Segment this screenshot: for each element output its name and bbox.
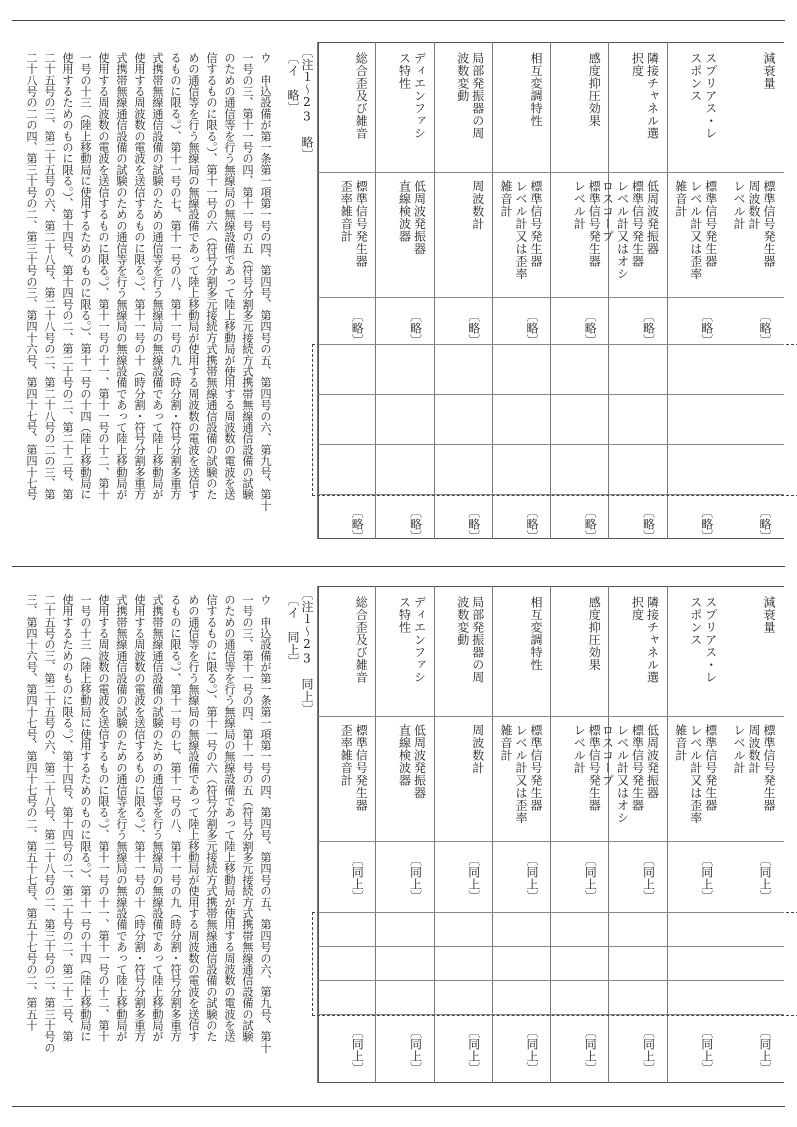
item-name: 相互変調特性	[529, 596, 543, 671]
item-name: 総合歪及び雑音	[354, 596, 369, 684]
omitted-mark: 〔同上〕	[525, 1026, 539, 1074]
omitted-mark: 〔略〕	[758, 506, 772, 542]
omitted-mark: 〔同上〕	[466, 854, 481, 902]
note-line: 一号の十三（陸上移動局に使用するためのものに限る。）、第十一号の十四（陸上移動局に	[79, 52, 92, 500]
row-separator	[318, 841, 784, 842]
instrument-name: 低周波発振器 直線検波器	[397, 180, 427, 255]
item-name: 減衰量	[762, 596, 776, 634]
omitted-mark: 〔略〕	[699, 506, 714, 542]
item-name: 総合歪及び雑音	[354, 52, 369, 140]
omitted-mark: 〔同上〕	[466, 1026, 481, 1074]
omitted-mark: 〔略〕	[583, 506, 598, 542]
note-line: 使用するためのものに限る。）、第十四号、第十四号の二、第二十号の二、第二十二号、第	[61, 594, 74, 1042]
note-line: 使用する周波数の電波を送信するものに限る。）、第十一号の十（時分割・符号分割多重方	[133, 52, 146, 500]
omitted-mark: 〔同上〕	[350, 854, 365, 902]
note-sub: 〔イ 略〕	[286, 52, 300, 114]
instrument-name: 標準信号発生器 レベル計又は歪率 雑音計	[499, 180, 543, 280]
omitted-mark: 〔同上〕	[758, 854, 772, 902]
note-header: 〔注１～23 略〕	[300, 46, 314, 161]
omitted-mark: 〔同上〕	[641, 854, 656, 902]
note-line: 式携帯無線通信設備の試験のための通信等を行う無線局の無線設備であって陸上移動局が	[151, 594, 164, 1042]
note-line: ウ 申込設備が第一条第一項第一号の四、第四号、第四号の五、第四号の六、第九号、第十	[259, 52, 272, 512]
item-name: 相互変調特性	[529, 52, 543, 127]
instrument-name: 周波数計	[470, 180, 485, 230]
note-line: 一号の三、第十一号の四、第十一号の五（符号分割多元接続方式携帯無線通信設備の試験	[241, 594, 254, 1042]
omitted-mark: 〔略〕	[466, 506, 481, 542]
instrument-name: 標準信号発生器 歪率雑音計	[339, 180, 369, 268]
item-name: スプリアス・レ スポンス	[688, 596, 718, 684]
note-line: 使用する周波数の電波を送信するものに限る。）、第十一号の十（時分割・符号分割多重方	[133, 594, 146, 1042]
row-separator	[318, 980, 784, 981]
note-line: 一号の三、第十一号の四、第十一号の五（符号分割多元接続方式携帯無線通信設備の試験	[241, 52, 254, 500]
omitted-mark: 〔略〕	[350, 506, 365, 542]
note-header: 〔注１～23 同上〕	[300, 588, 314, 715]
note-line: るものに限る。）、第十一号の七、第十一号の八、第十一号の九（時分割・符号分割多重方	[169, 594, 182, 1042]
note-line: のための通信等を行う無線局の無線設備であって陸上移動局が使用する周波数の電波を送	[223, 52, 236, 500]
instrument-name: 標準信号発生器 レベル計	[572, 724, 602, 812]
omitted-mark: 〔略〕	[758, 310, 772, 346]
measurement-table-bottom	[318, 586, 784, 1083]
note-line: めの通信等を行う無線局の無線設備であって陸上移動局が使用する周波数の電波を送信す	[187, 594, 200, 1042]
omitted-mark: 〔略〕	[525, 310, 539, 346]
omitted-mark: 〔略〕	[408, 506, 423, 542]
item-name: 減衰量	[762, 52, 776, 90]
omitted-mark: 〔同上〕	[408, 854, 423, 902]
row-separator	[318, 1014, 784, 1015]
omitted-mark: 〔同上〕	[758, 1026, 772, 1074]
note-line: 三、第四十六号、第四十七号、第四十七号の二、第五十七号、第五十七号の二、第五十	[25, 594, 38, 1031]
note-line: 二十八号の二の四、第三十号の二、第三十号の三、第四十六号、第四十七号、第四十七号	[25, 52, 38, 500]
dashed-region	[312, 912, 797, 1016]
item-name: 隣接チャネル選 択度	[630, 52, 660, 140]
omitted-mark: 〔同上〕	[641, 1026, 656, 1074]
note-line: 式携帯無線通信設備の試験のための通信等を行う無線局の無線設備であって陸上移動局が	[115, 52, 128, 500]
omitted-mark: 〔略〕	[408, 310, 423, 346]
item-name: 局部発振器の周 波数変動	[455, 596, 485, 684]
row-separator	[318, 716, 784, 717]
item-name: 感度抑圧効果	[587, 52, 602, 127]
note-line: 式携帯無線通信設備の試験のための通信等を行う無線局の無線設備であって陸上移動局が	[115, 594, 128, 1042]
note-line: ウ 申込設備が第一条第一項第一号の四、第四号、第四号の五、第四号の六、第九号、第十	[259, 594, 272, 1054]
item-name: 隣接チャネル選 択度	[630, 596, 660, 684]
instrument-name: 標準信号発生器 レベル計	[572, 180, 602, 268]
instrument-name: 標準信号発生器 歪率雑音計	[339, 724, 369, 812]
omitted-mark: 〔略〕	[583, 310, 598, 346]
item-name: ディエンファシ ス特性	[397, 596, 427, 684]
note-line: めの通信等を行う無線局の無線設備であって陸上移動局が使用する周波数の電波を送信す	[187, 52, 200, 500]
instrument-name: 標準信号発生器 周波数計 レベル計	[732, 724, 776, 812]
note-line: 二十五号の三、第二十五号の六、第二十八号、第二十八号の二、第二十八号の二の三、第	[43, 52, 56, 500]
note-line: 式携帯無線通信設備の試験のための通信等を行う無線局の無線設備であって陸上移動局が	[151, 52, 164, 500]
omitted-mark: 〔同上〕	[350, 1026, 365, 1074]
omitted-mark: 〔略〕	[350, 310, 365, 346]
instrument-name: 低周波発振器 標準信号発生器 レベル計又はオシ ロスコープ	[600, 724, 660, 824]
omitted-mark: 〔略〕	[641, 506, 656, 542]
note-line: 使用するためのものに限る。）、第十四号、第十四号の二、第二十号の二、第二十二号、第	[61, 52, 74, 500]
omitted-mark: 〔略〕	[699, 310, 714, 346]
instrument-name: 低周波発振器 直線検波器	[397, 724, 427, 799]
omitted-mark: 〔同上〕	[408, 1026, 423, 1074]
note-line: のための通信等を行う無線局の無線設備であって陸上移動局が使用する周波数の電波を送	[223, 594, 236, 1042]
row-separator	[318, 912, 784, 913]
omitted-mark: 〔同上〕	[583, 854, 598, 902]
omitted-mark: 〔略〕	[641, 310, 656, 346]
instrument-name: 標準信号発生器 レベル計又は歪率 雑音計	[499, 724, 543, 824]
item-name: 局部発振器の周 波数変動	[455, 52, 485, 140]
note-line: るものに限る。）、第十一号の七、第十一号の八、第十一号の九（時分割・符号分割多重方	[169, 52, 182, 500]
row-separator	[318, 946, 784, 947]
item-name: スプリアス・レ スポンス	[688, 52, 718, 140]
note-line: 使用する周波数の電波を送信するものに限る。）、第十一号の十一、第十一号の十二、第十	[97, 594, 110, 1042]
omitted-mark: 〔同上〕	[699, 1026, 714, 1074]
instrument-name: 低周波発振器 標準信号発生器 レベル計又はオシ ロスコープ	[600, 180, 660, 280]
note-line: 信するものに限る。）、第十一号の六（符号分割多元接続方式携帯無線通信設備の試験のた	[205, 594, 218, 1042]
note-line: 二十五号の三、第二十五号の六、第二十八号、第二十八号の二、第三十号の二、第三十号の	[43, 594, 56, 1054]
item-name: ディエンファシ ス特性	[397, 52, 427, 140]
omitted-mark: 〔略〕	[525, 506, 539, 542]
item-name: 感度抑圧効果	[587, 596, 602, 671]
instrument-name: 標準信号発生器 レベル計又は歪率 雑音計	[673, 724, 718, 824]
omitted-mark: 〔略〕	[466, 310, 481, 346]
note-line: 一号の十三（陸上移動局に使用するためのものに限る。）、第十一号の十四（陸上移動局に	[79, 594, 92, 1042]
omitted-mark: 〔同上〕	[699, 854, 714, 902]
note-line: 信するものに限る。）、第十一号の六（符号分割多元接続方式携帯無線通信設備の試験のた	[205, 52, 218, 500]
note-line: 使用する周波数の電波を送信するものに限る。）、第十一号の十一、第十一号の十二、第十	[97, 52, 110, 500]
omitted-mark: 〔同上〕	[525, 854, 539, 902]
omitted-mark: 〔同上〕	[583, 1026, 598, 1074]
instrument-name: 標準信号発生器 周波数計 レベル計	[732, 180, 776, 268]
instrument-name: 標準信号発生器 レベル計又は歪率 雑音計	[673, 180, 718, 280]
instrument-name: 周波数計	[470, 724, 485, 774]
note-sub: 〔イ 同上〕	[286, 594, 300, 668]
